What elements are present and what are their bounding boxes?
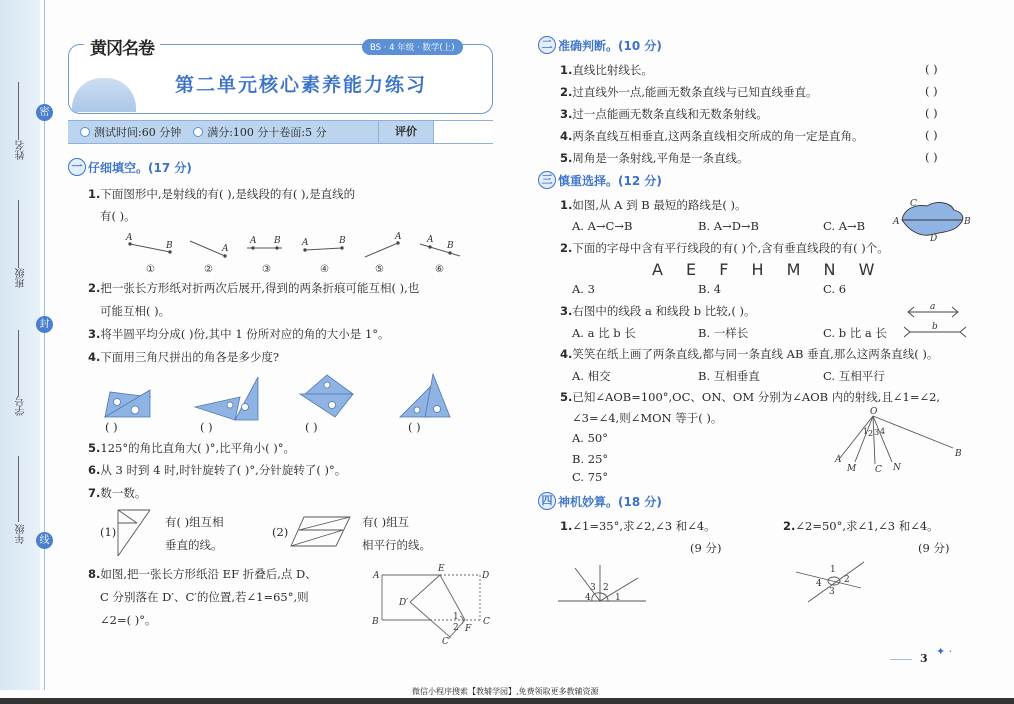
- svg-text:A: A: [222, 244, 229, 254]
- grade-field-label: 年级: [16, 524, 27, 544]
- s1-q1-line2: 有( )。: [100, 209, 136, 223]
- svg-text:N: N: [893, 463, 901, 473]
- svg-text:b: b: [932, 322, 938, 332]
- grade-field-line[interactable]: [18, 456, 19, 522]
- section-2-heading: [538, 36, 662, 54]
- svg-text:B: B: [964, 217, 971, 227]
- s3-q2-option-c[interactable]: C. 6: [823, 282, 847, 296]
- section-number-badge: 三: [538, 171, 556, 189]
- name-field-line[interactable]: [18, 82, 19, 140]
- s1-q8-line3: ∠2=( )°。: [100, 613, 157, 627]
- seal-xian-icon: 线: [36, 532, 53, 549]
- section-number-badge: 二: [538, 36, 556, 54]
- s3-q3-option-c[interactable]: C. b 比 a 长: [823, 326, 887, 340]
- q7-part1-line2: 垂直的线。: [165, 538, 223, 552]
- svg-text:D: D: [482, 571, 490, 581]
- q7-part2-line2: 相平行的线。: [362, 538, 431, 552]
- judgment-item-4: 4.两条直线互相垂直,这两条直线相交所成的角一定是直角。: [560, 129, 864, 143]
- svg-text:4: 4: [880, 427, 886, 436]
- class-field-label: 班级: [16, 268, 27, 288]
- section-title: 准确判断。(10 分): [558, 38, 662, 53]
- svg-text:A: A: [250, 236, 257, 246]
- scan-bottom-edge: [0, 698, 1014, 704]
- seal-feng-icon: 封: [36, 316, 53, 333]
- section-title: 慎重选择。(12 分): [558, 173, 662, 188]
- q4-blank-4[interactable]: ( ): [408, 420, 421, 434]
- q7-figure-1: [115, 510, 155, 558]
- student-id-field-label: 学号: [16, 396, 27, 416]
- s1-q1-line1: 1.下面图形中,是射线的有( ),是线段的有( ),是直线的: [88, 187, 356, 201]
- section-number-badge: 四: [538, 492, 556, 510]
- judgment-blank-2[interactable]: ( ): [925, 84, 938, 98]
- s3-q2: 2.下面的字母中含有平行线段的有( )个,含有垂直线段的有( )个。: [560, 241, 889, 255]
- s3-q4: 4.笑笑在纸上画了两条直线,都与同一条直线 AB 垂直,那么这两条直线( )。: [560, 347, 939, 361]
- judgment-blank-1[interactable]: ( ): [925, 62, 938, 76]
- figure-label-5: ⑤: [375, 264, 384, 275]
- figure-label-3: ③: [262, 264, 271, 275]
- svg-text:3: 3: [874, 428, 880, 437]
- svg-text:A: A: [427, 235, 434, 245]
- svg-text:B: B: [166, 241, 173, 251]
- svg-text:1: 1: [453, 612, 459, 622]
- section-1-heading: [68, 158, 192, 176]
- svg-text:1: 1: [863, 427, 869, 436]
- s3-q4-option-a[interactable]: A. 相交: [572, 369, 611, 383]
- s3-q5-line1: 5.已知∠AOB=100°,OC、ON、OM 分别为∠AOB 内的射线,且∠1=∠2,: [560, 390, 941, 404]
- svg-text:E: E: [438, 564, 445, 574]
- q7-part2-line1: 有( )组互: [362, 515, 410, 529]
- svg-text:1: 1: [615, 593, 621, 603]
- s3-q4-option-c[interactable]: C. 互相平行: [823, 369, 885, 383]
- svg-text:C: C: [875, 465, 882, 475]
- s1-q5: 5.125°的角比直角大( )°,比平角小( )°。: [88, 441, 295, 455]
- figure-label-1: ①: [146, 264, 155, 275]
- s4-q1-angle-figure: [558, 560, 648, 605]
- s1-q2-line1: 2.把一张长方形纸对折两次后展开,得到的两条折痕可能互相( ),也: [88, 281, 420, 295]
- judgment-item-3: 3.过一点能画无数条直线和无数条射线。: [560, 107, 768, 121]
- svg-text:A: A: [893, 217, 900, 227]
- test-info-bar: [68, 120, 493, 144]
- seal-mi-icon: 密: [36, 104, 53, 121]
- svg-text:B: B: [339, 236, 346, 246]
- s1-q3: 3.将半圆平均分成( )份,其中 1 份所对应的角的大小是 1°。: [88, 327, 390, 341]
- s3-q2-option-a[interactable]: A. 3: [572, 282, 595, 296]
- svg-text:C′: C′: [442, 637, 451, 647]
- q1-line-figures: [120, 232, 480, 277]
- section-number-badge: 一: [68, 158, 86, 176]
- evaluation-label: 评价: [378, 121, 434, 143]
- s3-q1-option-c[interactable]: C. A→B: [823, 219, 866, 233]
- svg-text:B: B: [955, 449, 962, 459]
- s3-q5-option-a[interactable]: A. 50°: [572, 431, 608, 445]
- svg-text:3: 3: [590, 583, 596, 593]
- footer-note: 微信小程序搜索【教辅学园】,免费领取更多教辅资源: [412, 687, 599, 696]
- muller-lyer-figure: [902, 302, 972, 338]
- svg-text:D′: D′: [399, 598, 409, 608]
- angle-rays-figure: [835, 408, 965, 478]
- s4-q2-intersecting-lines-figure: [796, 560, 876, 605]
- svg-text:2: 2: [844, 575, 850, 585]
- set-square-figures: [95, 372, 475, 422]
- svg-text:A: A: [395, 232, 402, 242]
- svg-text:1: 1: [830, 565, 836, 575]
- check-circle-icon: [193, 127, 203, 137]
- evaluation-box[interactable]: [434, 121, 493, 143]
- student-id-field-line[interactable]: [18, 330, 19, 396]
- svg-text:C: C: [483, 617, 490, 627]
- s4-q1-score: (9 分): [690, 541, 722, 555]
- svg-text:4: 4: [816, 579, 822, 589]
- figure-label-6: ⑥: [435, 264, 444, 275]
- s4-q2: 2.∠2=50°,求∠1,∠3 和∠4。: [783, 519, 939, 533]
- s3-q1-option-a[interactable]: A. A→C→B: [572, 219, 633, 233]
- s1-q6: 6.从 3 时到 4 时,时针旋转了( )°,分针旋转了( )°。: [88, 463, 347, 477]
- q4-blank-1[interactable]: ( ): [105, 420, 118, 434]
- full-score: 满分:100 分十卷面:5 分: [207, 126, 327, 139]
- svg-text:O: O: [870, 407, 878, 417]
- page-number: 3: [920, 652, 928, 665]
- q7-part2-label: (2): [272, 525, 289, 539]
- s1-q7: 7.数一数。: [88, 486, 147, 500]
- s3-q3-option-a[interactable]: A. a 比 b 长: [572, 326, 636, 340]
- svg-text:B: B: [372, 617, 379, 627]
- clock-icon: [80, 127, 90, 137]
- svg-text:B: B: [274, 236, 281, 246]
- svg-text:A: A: [835, 455, 842, 465]
- s3-q3-option-b[interactable]: B. 一样长: [698, 326, 749, 340]
- q8-folded-paper-figure: [370, 565, 500, 645]
- q7-figure-2: [290, 516, 352, 548]
- brand-logo: 黄冈名卷: [84, 34, 160, 59]
- s1-q4: 4.下面用三角尺拼出的角各是多少度?: [88, 350, 280, 364]
- s3-q5-option-b[interactable]: B. 25°: [572, 452, 609, 466]
- s3-q4-option-b[interactable]: B. 互相垂直: [698, 369, 760, 383]
- svg-text:C: C: [910, 199, 917, 209]
- page-number-rule: [890, 659, 912, 660]
- section-title: 仔细填空。(17 分): [88, 160, 192, 175]
- judgment-blank-4[interactable]: ( ): [925, 128, 938, 142]
- svg-text:2: 2: [453, 623, 459, 633]
- s3-q1-option-b[interactable]: B. A→D→B: [698, 219, 760, 233]
- svg-text:A: A: [302, 238, 309, 248]
- svg-text:2: 2: [868, 429, 874, 438]
- letters-row: A E F H M N W: [652, 260, 877, 279]
- judgment-blank-3[interactable]: ( ): [925, 106, 938, 120]
- judgment-item-5: 5.周角是一条射线,平角是一条直线。: [560, 151, 749, 165]
- section-title: 神机妙算。(18 分): [558, 494, 662, 509]
- s1-q8-line1: 8.如图,把一张长方形纸沿 EF 折叠后,点 D、: [88, 567, 317, 581]
- s3-q5-line2: ∠3=∠4,则∠MON 等于( )。: [572, 411, 723, 425]
- class-field-line[interactable]: [18, 200, 19, 268]
- page-title: 第二单元核心素养能力练习: [175, 74, 428, 96]
- binding-strip: [0, 0, 40, 690]
- s3-q1-pond-figure: [892, 196, 972, 242]
- q7-part1-line1: 有( )组互相: [165, 515, 224, 529]
- svg-text:D: D: [930, 234, 938, 244]
- s3-q2-option-b[interactable]: B. 4: [698, 282, 722, 296]
- svg-text:4: 4: [585, 593, 591, 603]
- diamond-ornament-icon: ✦ ·: [936, 645, 953, 658]
- svg-text:A: A: [126, 233, 133, 243]
- svg-text:A: A: [373, 571, 380, 581]
- q4-blank-2[interactable]: ( ): [200, 420, 213, 434]
- name-field-label: 姓名: [16, 140, 27, 160]
- svg-text:a: a: [930, 302, 936, 312]
- s1-q8-line2: C 分别落在 D′、C′的位置,若∠1=65°,则: [100, 590, 309, 604]
- judgment-item-1: 1.直线比射线长。: [560, 63, 653, 77]
- svg-text:F: F: [465, 624, 472, 634]
- figure-label-4: ④: [320, 264, 329, 275]
- s1-q2-line2: 可能互相( )。: [100, 304, 171, 318]
- svg-text:B: B: [447, 241, 454, 251]
- s4-q2-score: (9 分): [918, 541, 950, 555]
- s3-q1: 1.如图,从 A 到 B 最短的路线是( )。: [560, 198, 747, 212]
- svg-text:M: M: [847, 464, 857, 474]
- judgment-item-2: 2.过直线外一点,能画无数条直线与已知直线垂直。: [560, 85, 818, 99]
- section-4-heading: [538, 492, 662, 510]
- grade-badge: BS · 4 年级 · 数学(上): [362, 39, 463, 55]
- judgment-blank-5[interactable]: ( ): [925, 150, 938, 164]
- q4-blank-3[interactable]: ( ): [305, 420, 318, 434]
- s3-q5-option-c[interactable]: C. 75°: [572, 470, 609, 484]
- section-3-heading: [538, 171, 662, 189]
- q7-part1-label: (1): [100, 525, 117, 539]
- test-time: 测试时间:60 分钟: [94, 126, 182, 139]
- svg-text:3: 3: [829, 587, 835, 597]
- s3-q3: 3.右图中的线段 a 和线段 b 比较,( )。: [560, 304, 756, 318]
- svg-text:2: 2: [603, 583, 609, 593]
- s4-q1: 1.∠1=35°,求∠2,∠3 和∠4。: [560, 519, 716, 533]
- figure-label-2: ②: [204, 264, 213, 275]
